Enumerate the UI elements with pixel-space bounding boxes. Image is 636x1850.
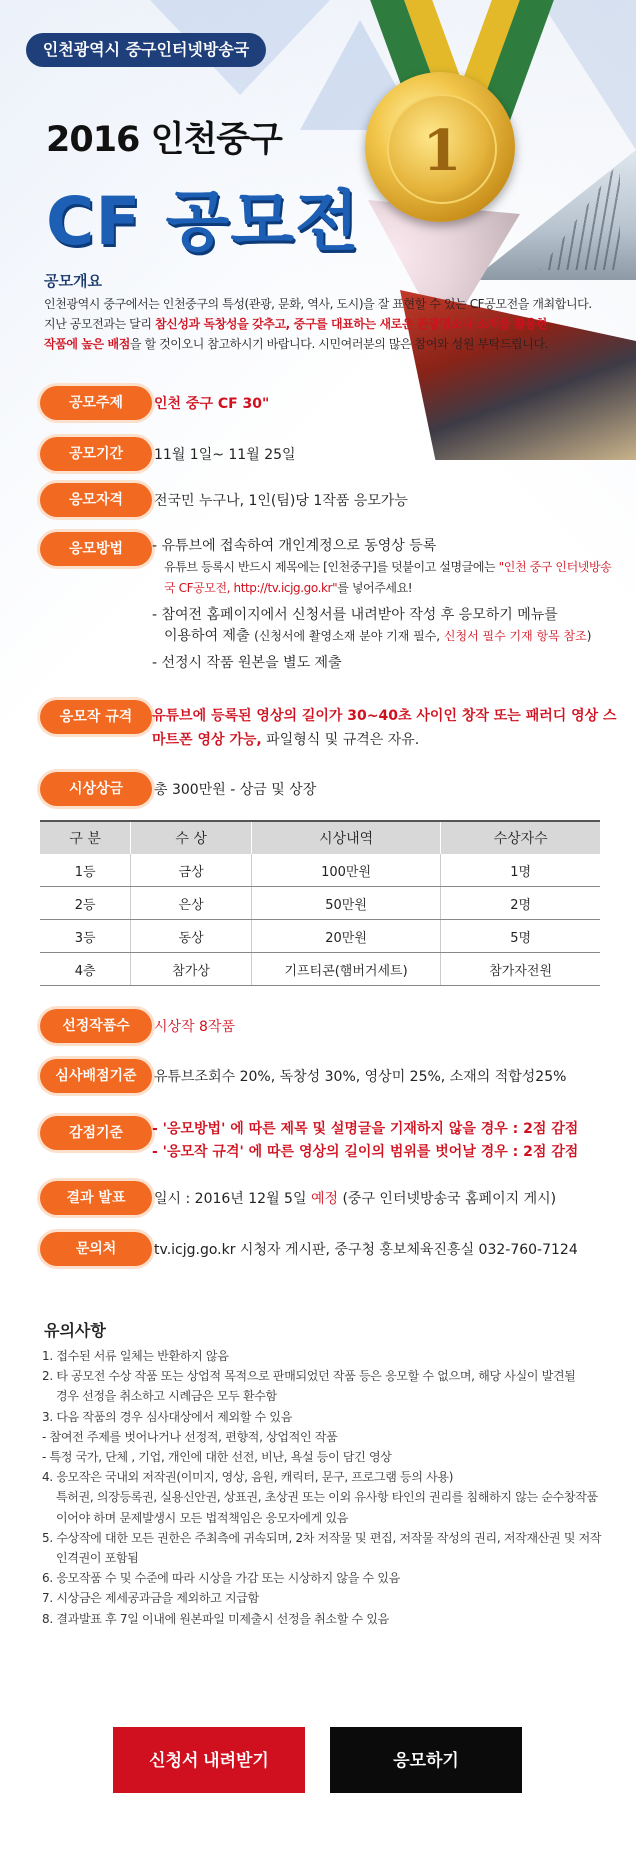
result-label: 결과 발표 <box>40 1181 152 1215</box>
period-label: 공모기간 <box>40 437 152 471</box>
note-line: 4. 응모작은 국내외 저작권(이미지, 영상, 음원, 캐릭터, 문구, 프로그램 등의 사용) <box>42 1470 454 1485</box>
table-cell: 기프티콘(햄버거세트) <box>251 953 440 986</box>
period-value: 11월 1일~ 11월 25일 <box>154 447 296 463</box>
method-list <box>152 536 622 674</box>
note-line: - 참여전 주제를 벗어나거나 선정적, 편향적, 상업적인 작품 <box>42 1429 338 1444</box>
result-highlight: 예정 <box>310 1191 339 1207</box>
table-cell: 2명 <box>441 887 600 920</box>
selected-value: 시상작 8작품 <box>154 1019 235 1035</box>
table-cell: 금상 <box>131 854 252 887</box>
selected-label: 선정작품수 <box>40 1009 152 1043</box>
method-item-text-segment: 이용하여 제출 <box>164 628 250 644</box>
download-form-button[interactable]: 신청서 내려받기 <box>113 1727 305 1793</box>
overview-text-segment: 지난 공모전과는 달리 <box>44 317 155 331</box>
overview-line <box>44 334 624 354</box>
theme-label: 공모주제 <box>40 386 152 420</box>
notes-title: 유의사항 <box>44 1321 106 1340</box>
overview-line <box>44 314 624 334</box>
prize-table <box>40 820 600 986</box>
method-item <box>152 536 622 599</box>
method-item-text: - 선정시 작품 원본을 별도 제출 <box>152 655 342 671</box>
note-line: 8. 결과발표 후 7일 이내에 원본파일 미제출시 선정을 취소할 수 있음 <box>42 1611 389 1626</box>
result-value <box>154 1188 556 1208</box>
method-item-note <box>152 557 622 599</box>
criteria-label: 심사배점기준 <box>40 1059 152 1093</box>
table-row <box>40 920 600 953</box>
title-year: 2016 인천중구 <box>46 120 282 160</box>
method-item-text: - 참여전 홈페이지에서 신청서를 내려받아 작성 후 응모하기 메뉴를 <box>152 607 558 623</box>
table-header-cell: 시상내역 <box>251 821 440 854</box>
notes-list <box>42 1346 622 1629</box>
overview-heading: 공모개요 <box>44 272 102 290</box>
overview-line: 인천광역시 중구에서는 인천중구의 특성(관광, 문화, 역사, 도시)을 잘 표현할 수 있는 CF공모전을 개최합니다. <box>44 297 592 311</box>
overview-text-segment: 을 할 것이오니 참고하시기 바랍니다. 시민여러분의 많은 참여와 성원 부탁드립니다. <box>129 337 548 351</box>
table-header-row <box>40 821 600 854</box>
table-cell: 참가상 <box>131 953 252 986</box>
bridge-cables <box>540 160 620 270</box>
eligibility-value: 전국민 누구나, 1인(팀)당 1작품 응모가능 <box>154 493 408 509</box>
table-cell: 20만원 <box>251 920 440 953</box>
note-line: 경우 선정을 취소하고 시례금은 모두 환수함 <box>56 1389 277 1404</box>
method-note-text: 유튜브 등록시 반드시 제목에는 [인천중구]를 덧붙이고 설명글에는 <box>164 560 499 574</box>
deduction-list <box>152 1118 578 1164</box>
table-header-cell: 수 상 <box>131 821 252 854</box>
table-cell: 50만원 <box>251 887 440 920</box>
method-paren-text: (신청서에 촬영소재 분야 기재 필수, <box>254 629 444 643</box>
note-line: 특허권, 의장등록권, 실용신안권, 상표권, 초상권 또는 이외 유사항 타인의 권리를 침해하지 않는 순수창작품 <box>56 1490 598 1505</box>
deduction-item: - '응모방법' 에 따른 제목 및 설명글을 기재하지 않을 경우 : 2점 감점 <box>152 1121 579 1137</box>
note-line: 이어야 하며 문제발생시 모든 법적책임은 응모자에게 있음 <box>56 1510 349 1525</box>
table-cell: 참가자전원 <box>441 953 600 986</box>
medal-face <box>387 94 497 204</box>
table-cell: 100만원 <box>251 854 440 887</box>
method-note-text: 를 넣어주세요! <box>337 581 413 595</box>
table-header-cell: 수상자수 <box>441 821 600 854</box>
overview-text <box>44 294 624 354</box>
result-text: (중구 인터넷방송국 홈페이지 게시) <box>338 1191 557 1207</box>
overview-highlight: 작품에 높은 배점 <box>44 337 130 351</box>
table-header-cell: 구 분 <box>40 821 131 854</box>
spec-highlight: 유튜브에 등록된 영상의 길이가 30~40초 사이인 창작 또는 패러디 영상 스마트폰 영상 가능, <box>152 708 617 748</box>
overview-highlight: 참신성과 독창성을 갖추고, 중구를 대표하는 새로운 관광명소나 소재를 활용한 <box>154 317 548 331</box>
page-title: CF 공모전 <box>46 183 360 260</box>
method-item-text: - 유튜브에 접속하여 개인계정으로 동영상 등록 <box>152 538 437 554</box>
criteria-value: 유튜브조회수 20%, 독창성 30%, 영상미 25%, 소재의 적합성25% <box>154 1069 567 1085</box>
bg-triangle <box>540 0 636 150</box>
note-line: 2. 타 공모전 수상 작품 또는 상업적 목적으로 판매되었던 작품 등은 응모할 수 없으며, 해당 사실이 발견될 <box>42 1369 576 1384</box>
apply-button[interactable]: 응모하기 <box>330 1727 522 1793</box>
method-item <box>152 605 622 647</box>
spec-text <box>152 704 622 752</box>
table-cell: 은상 <box>131 887 252 920</box>
spec-label: 응모작 규격 <box>40 700 152 734</box>
contact-label: 문의처 <box>40 1232 152 1266</box>
table-row <box>40 953 600 986</box>
prize-label: 시상상금 <box>40 772 152 806</box>
note-line: 5. 수상작에 대한 모든 권한은 주최측에 귀속되며, 2차 저작물 및 편집, 저작물 작성의 권리, 저작재산권 및 저작 <box>42 1530 602 1545</box>
note-line: 1. 접수된 서류 일체는 반환하지 않음 <box>42 1349 229 1363</box>
spec-text-segment: 파일형식 및 규격은 자유. <box>261 732 420 748</box>
note-line: 3. 다음 작품의 경우 심사대상에서 제외할 수 있음 <box>42 1409 293 1424</box>
station-badge: 인천광역시 중구인터넷방송국 <box>26 33 266 67</box>
medal-number: 1 <box>422 118 462 184</box>
table-cell: 5명 <box>441 920 600 953</box>
method-note-highlight: "인천 중구 인터넷방송국 CF공모전, http://tv.icjg.go.kr" <box>164 560 612 595</box>
note-line: 7. 시상금은 제세공과금을 제외하고 지급함 <box>42 1591 259 1606</box>
table-row <box>40 887 600 920</box>
contact-value: tv.icjg.go.kr 시청자 게시판, 중구청 홍보체육진흥실 032-760-7124 <box>154 1242 578 1258</box>
note-line: 인격권이 포함됨 <box>56 1551 139 1566</box>
table-cell: 1명 <box>441 854 600 887</box>
table-cell: 1등 <box>40 854 131 887</box>
gold-medal-icon <box>365 72 515 222</box>
table-cell: 2등 <box>40 887 131 920</box>
prize-value: 총 300만원 - 상금 및 상장 <box>154 782 317 798</box>
table-cell: 동상 <box>131 920 252 953</box>
method-paren-highlight: 신청서 필수 기재 항목 참조 <box>443 629 587 643</box>
eligibility-label: 응모자격 <box>40 483 152 517</box>
deduction-label: 감점기준 <box>40 1116 152 1150</box>
table-cell: 4층 <box>40 953 131 986</box>
deduction-item: - '응모작 규격' 에 따른 영상의 길이의 범위를 벗어날 경우 : 2점 감점 <box>152 1144 579 1160</box>
table-row <box>40 854 600 887</box>
note-line: 6. 응모작품 수 및 수준에 따라 시상을 가감 또는 시상하지 않을 수 있음 <box>42 1571 400 1586</box>
method-paren-text: ) <box>586 629 592 643</box>
theme-value: 인천 중구 CF 30" <box>154 396 270 412</box>
method-label: 응모방법 <box>40 532 152 566</box>
method-item-text <box>152 626 622 647</box>
note-line: - 특정 국가, 단체 , 기업, 개인에 대한 선전, 비난, 욕설 등이 담긴 영상 <box>42 1450 392 1465</box>
result-text: 일시 : 2016년 12월 5일 <box>154 1191 311 1207</box>
table-cell: 3등 <box>40 920 131 953</box>
